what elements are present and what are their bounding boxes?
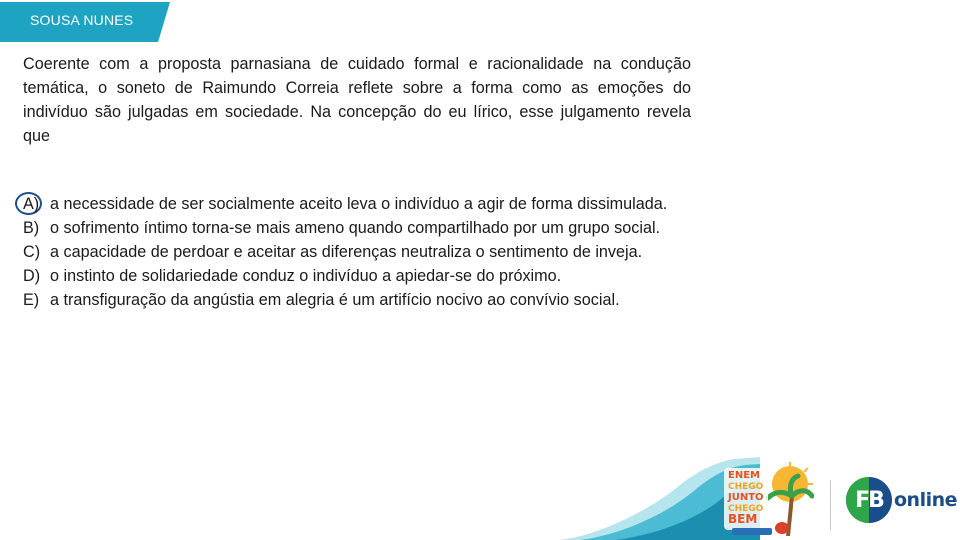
option-text: a capacidade de perdoar e aceitar as diferenças neutraliza o sentimento de inveja. [50,243,643,261]
badge-line-3: JUNTO [728,492,764,503]
badge-line-1: ENEM [728,470,760,481]
enem-badge-logo [722,462,814,536]
option-letter: D) [23,267,41,285]
option-text: a transfiguração da angústia em alegria é um artifício nocivo ao convívio social. [50,291,620,309]
header-tab-label: SOUSA NUNES [30,12,134,28]
question-text: Coerente com a proposta parnasiana de cuidado formal e racionalidade na condução temática, o soneto de Raimundo Correia reflete sobre a forma como as emoções do indivíduo são julgadas em sociedade. Na concepção do eu lírico, esse julgamento revela que [23,55,691,145]
answer-options [23,192,691,312]
footer-divider [830,480,831,530]
option-text: o instinto de solidariedade conduz o indivíduo a apiedar-se do próximo. [50,267,562,285]
badge-line-4: CHEGO [728,504,764,514]
option-b[interactable] [23,216,691,240]
fb-online-logo [846,476,957,524]
option-letter: E) [23,291,40,309]
option-e[interactable] [23,288,691,312]
option-letter: A) [23,195,40,213]
option-text: a necessidade de ser socialmente aceito leva o indivíduo a agir de forma dissimulada. [50,195,668,213]
option-text: o sofrimento íntimo torna-se mais ameno quando compartilhado por um grupo social. [50,219,661,237]
option-letter: B) [23,219,40,237]
fb-logo-mark [846,477,892,523]
fb-logo-letters: FB [855,487,883,513]
badge-line-2: CHEGO [728,482,764,492]
option-c[interactable] [23,240,691,264]
badge-line-5: BEM [728,512,758,526]
option-a[interactable] [23,192,691,216]
option-letter: C) [23,243,41,261]
option-d[interactable] [23,264,691,288]
fb-logo-text: online [894,489,958,511]
